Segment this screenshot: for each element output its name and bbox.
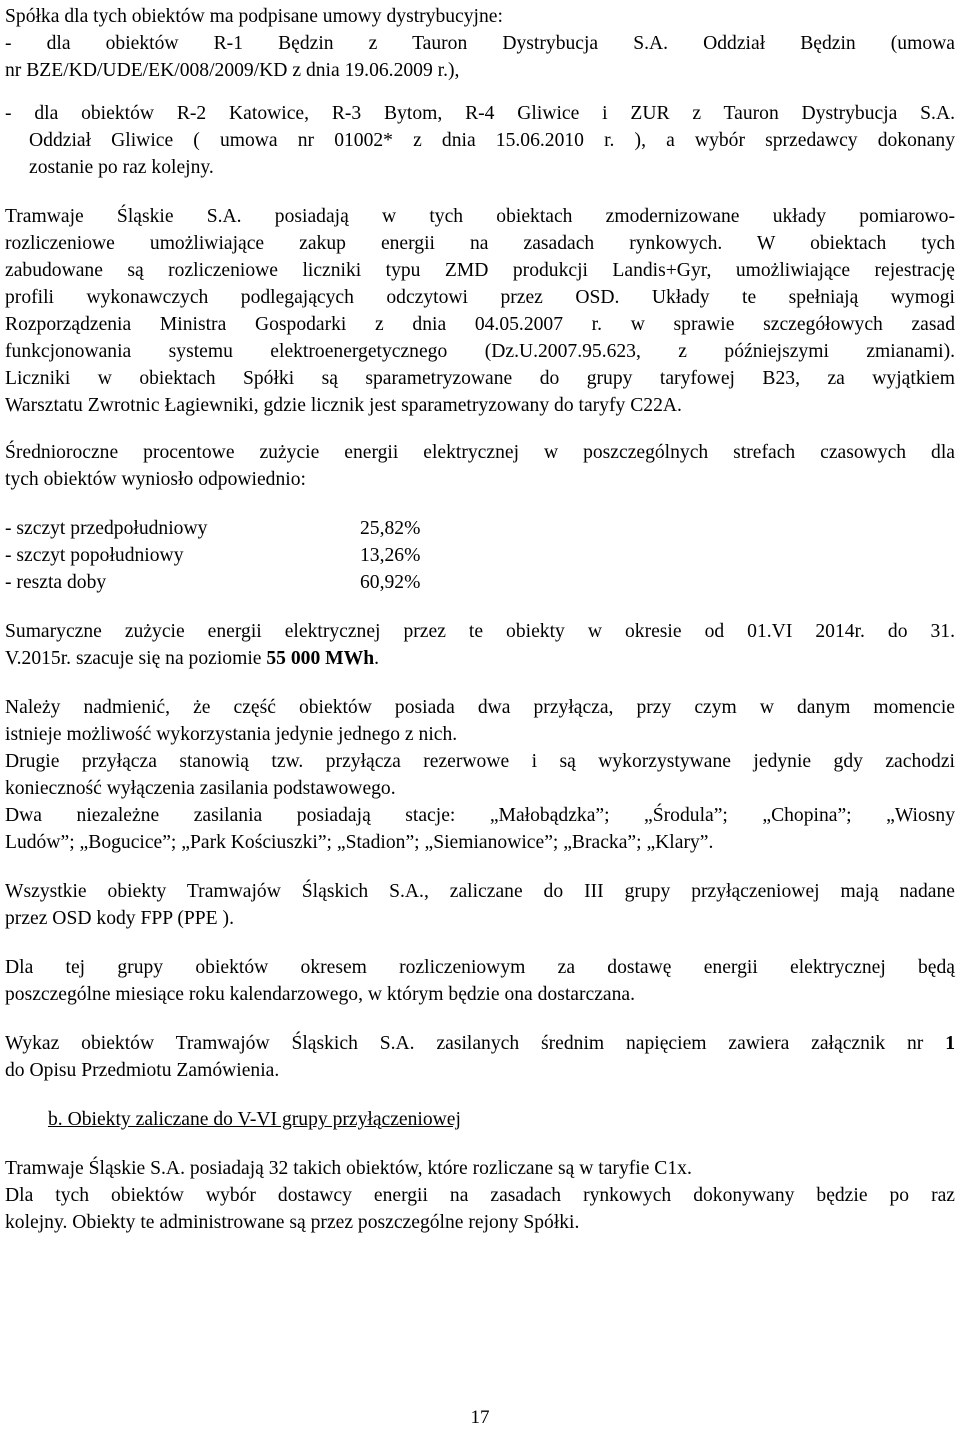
annex-line-2: do Opisu Przedmiotu Zamówienia. bbox=[5, 1060, 280, 1081]
section-b-line-3: kolejny. Obiekty te administrowane są przez poszczególne rejony Spółki. bbox=[5, 1212, 580, 1233]
page-number: 17 bbox=[470, 1407, 490, 1428]
zone-value: 13,26% bbox=[360, 545, 421, 566]
spacer bbox=[5, 856, 955, 878]
annex-line-1 bbox=[5, 1030, 955, 1057]
connections-line-2: istnieje możliwość wykorzystania jedynie jednego z nich. bbox=[5, 724, 458, 745]
spacer bbox=[5, 672, 955, 694]
annex-text: Wykaz obiektów Tramwajów Śląskich S.A. zasilanych średnim napięciem zawiera załącznik nr bbox=[5, 1033, 946, 1054]
billing-line-1: Dla tej grupy obiektów okresem rozliczeniowym za dostawę energii elektrycznej będą bbox=[5, 957, 955, 978]
consumption-intro-line-2: tych obiektów wyniosło odpowiednio: bbox=[5, 469, 306, 490]
section-b-line-2: Dla tych obiektów wybór dostawcy energii na zasadach rynkowych dokonywany będzie po raz bbox=[5, 1185, 955, 1206]
connections-line-6: Ludów”; „Bogucice”; „Park Kościuszki”; „Stadion”; „Siemianowice”; „Bracka”; „Klary”. bbox=[5, 832, 714, 853]
zone-label: - reszta doby bbox=[5, 572, 107, 593]
connections-line-3: Drugie przyłącza stanowią tzw. przyłącza rezerwowe i są wykorzystywane jedynie gdy zachodzi bbox=[5, 751, 955, 772]
total-line-2 bbox=[5, 645, 955, 672]
contract-2-line-2: Oddział Gliwice ( umowa nr 01002* z dnia 15.06.2010 r. ), a wybór sprzedawcy dokonany bbox=[29, 130, 955, 151]
consumption-intro-line-1: Średnioroczne procentowe zużycie energii elektrycznej w poszczególnych strefach czasowych dla bbox=[5, 442, 955, 463]
section-b-heading-text: b. Obiekty zaliczane do V-VI grupy przyłączeniowej bbox=[48, 1109, 461, 1130]
section-b-heading bbox=[5, 1106, 955, 1133]
contract-1-line-1: - dla obiektów R-1 Będzin z Tauron Dystrybucja S.A. Oddział Będzin (umowa bbox=[5, 33, 955, 54]
metering-line-5: Rozporządzenia Ministra Gospodarki z dnia 04.05.2007 r. w sprawie szczegółowych zasad bbox=[5, 314, 955, 335]
zone-label: - szczyt przedpołudniowy bbox=[5, 518, 208, 539]
spacer bbox=[5, 84, 955, 100]
total-text: V.2015r. szacuje się na poziomie bbox=[5, 648, 267, 669]
zone-row bbox=[5, 569, 955, 596]
spacer bbox=[5, 181, 955, 203]
total-value: 55 000 MWh bbox=[266, 648, 375, 669]
metering-line-4: profili wykonawczych podlegających odczytowi przez OSD. Układy te spełniają wymogi bbox=[5, 287, 955, 308]
metering-line-1: Tramwaje Śląskie S.A. posiadają w tych obiektach zmodernizowane układy pomiarowo- bbox=[5, 206, 955, 227]
contract-1-line-2: nr BZE/KD/UDE/EK/008/2009/KD z dnia 19.06.2009 r.), bbox=[5, 60, 460, 81]
contract-2-line-1: - dla obiektów R-2 Katowice, R-3 Bytom, R-4 Gliwice i ZUR z Tauron Dystrybucja S.A. bbox=[5, 103, 955, 124]
metering-line-2: rozliczeniowe umożliwiające zakup energii na zasadach rynkowych. W obiektach tych bbox=[5, 233, 955, 254]
spacer bbox=[5, 596, 955, 618]
fpp-line-1: Wszystkie obiekty Tramwajów Śląskich S.A., zaliczane do III grupy przyłączeniowej mają nadane bbox=[5, 881, 955, 902]
zone-row bbox=[5, 542, 955, 569]
annex-number: 1 bbox=[945, 1033, 955, 1054]
zone-row bbox=[5, 515, 955, 542]
intro-text: Spółka dla tych obiektów ma podpisane umowy dystrybucyjne: bbox=[5, 6, 503, 27]
spacer bbox=[5, 1008, 955, 1030]
metering-line-8: Warsztatu Zwrotnic Łagiewniki, gdzie licznik jest sparametryzowany do taryfy C22A. bbox=[5, 395, 682, 416]
zone-value: 25,82% bbox=[360, 518, 421, 539]
metering-line-7: Liczniki w obiektach Spółki są sparametryzowane do grupy taryfowej B23, za wyjątkiem bbox=[5, 368, 955, 389]
metering-line-6: funkcjonowania systemu elektroenergetycznego (Dz.U.2007.95.623, z późniejszymi zmianami). bbox=[5, 341, 955, 362]
contract-2-line-3: zostanie po raz kolejny. bbox=[29, 157, 214, 178]
zone-label: - szczyt popołudniowy bbox=[5, 545, 184, 566]
metering-line-3: zabudowane są rozliczeniowe liczniki typu ZMD produkcji Landis+Gyr, umożliwiające rejestrację bbox=[5, 260, 955, 281]
connections-line-5: Dwa niezależne zasilania posiadają stacje: „Małobądzka”; „Środula”; „Chopina”; „Wiosny bbox=[5, 805, 955, 826]
zone-value: 60,92% bbox=[360, 572, 421, 593]
connections-line-1: Należy nadmienić, że część obiektów posiada dwa przyłącza, przy czym w danym momencie bbox=[5, 697, 955, 718]
section-b-line-1: Tramwaje Śląskie S.A. posiadają 32 takich obiektów, które rozliczane są w taryfie C1x. bbox=[5, 1158, 692, 1179]
billing-line-2: poszczególne miesiące roku kalendarzowego, w którym będzie ona dostarczana. bbox=[5, 984, 635, 1005]
spacer bbox=[5, 1084, 955, 1106]
spacer bbox=[5, 419, 955, 439]
total-line-1: Sumaryczne zużycie energii elektrycznej przez te obiekty w okresie od 01.VI 2014r. do 31. bbox=[5, 621, 955, 642]
spacer bbox=[5, 932, 955, 954]
document-page bbox=[5, 3, 955, 1236]
spacer bbox=[5, 1133, 955, 1155]
fpp-line-2: przez OSD kody FPP (PPE ). bbox=[5, 908, 234, 929]
spacer bbox=[5, 493, 955, 515]
total-period: . bbox=[374, 648, 380, 669]
connections-line-4: konieczność wyłączenia zasilania podstawowego. bbox=[5, 778, 396, 799]
